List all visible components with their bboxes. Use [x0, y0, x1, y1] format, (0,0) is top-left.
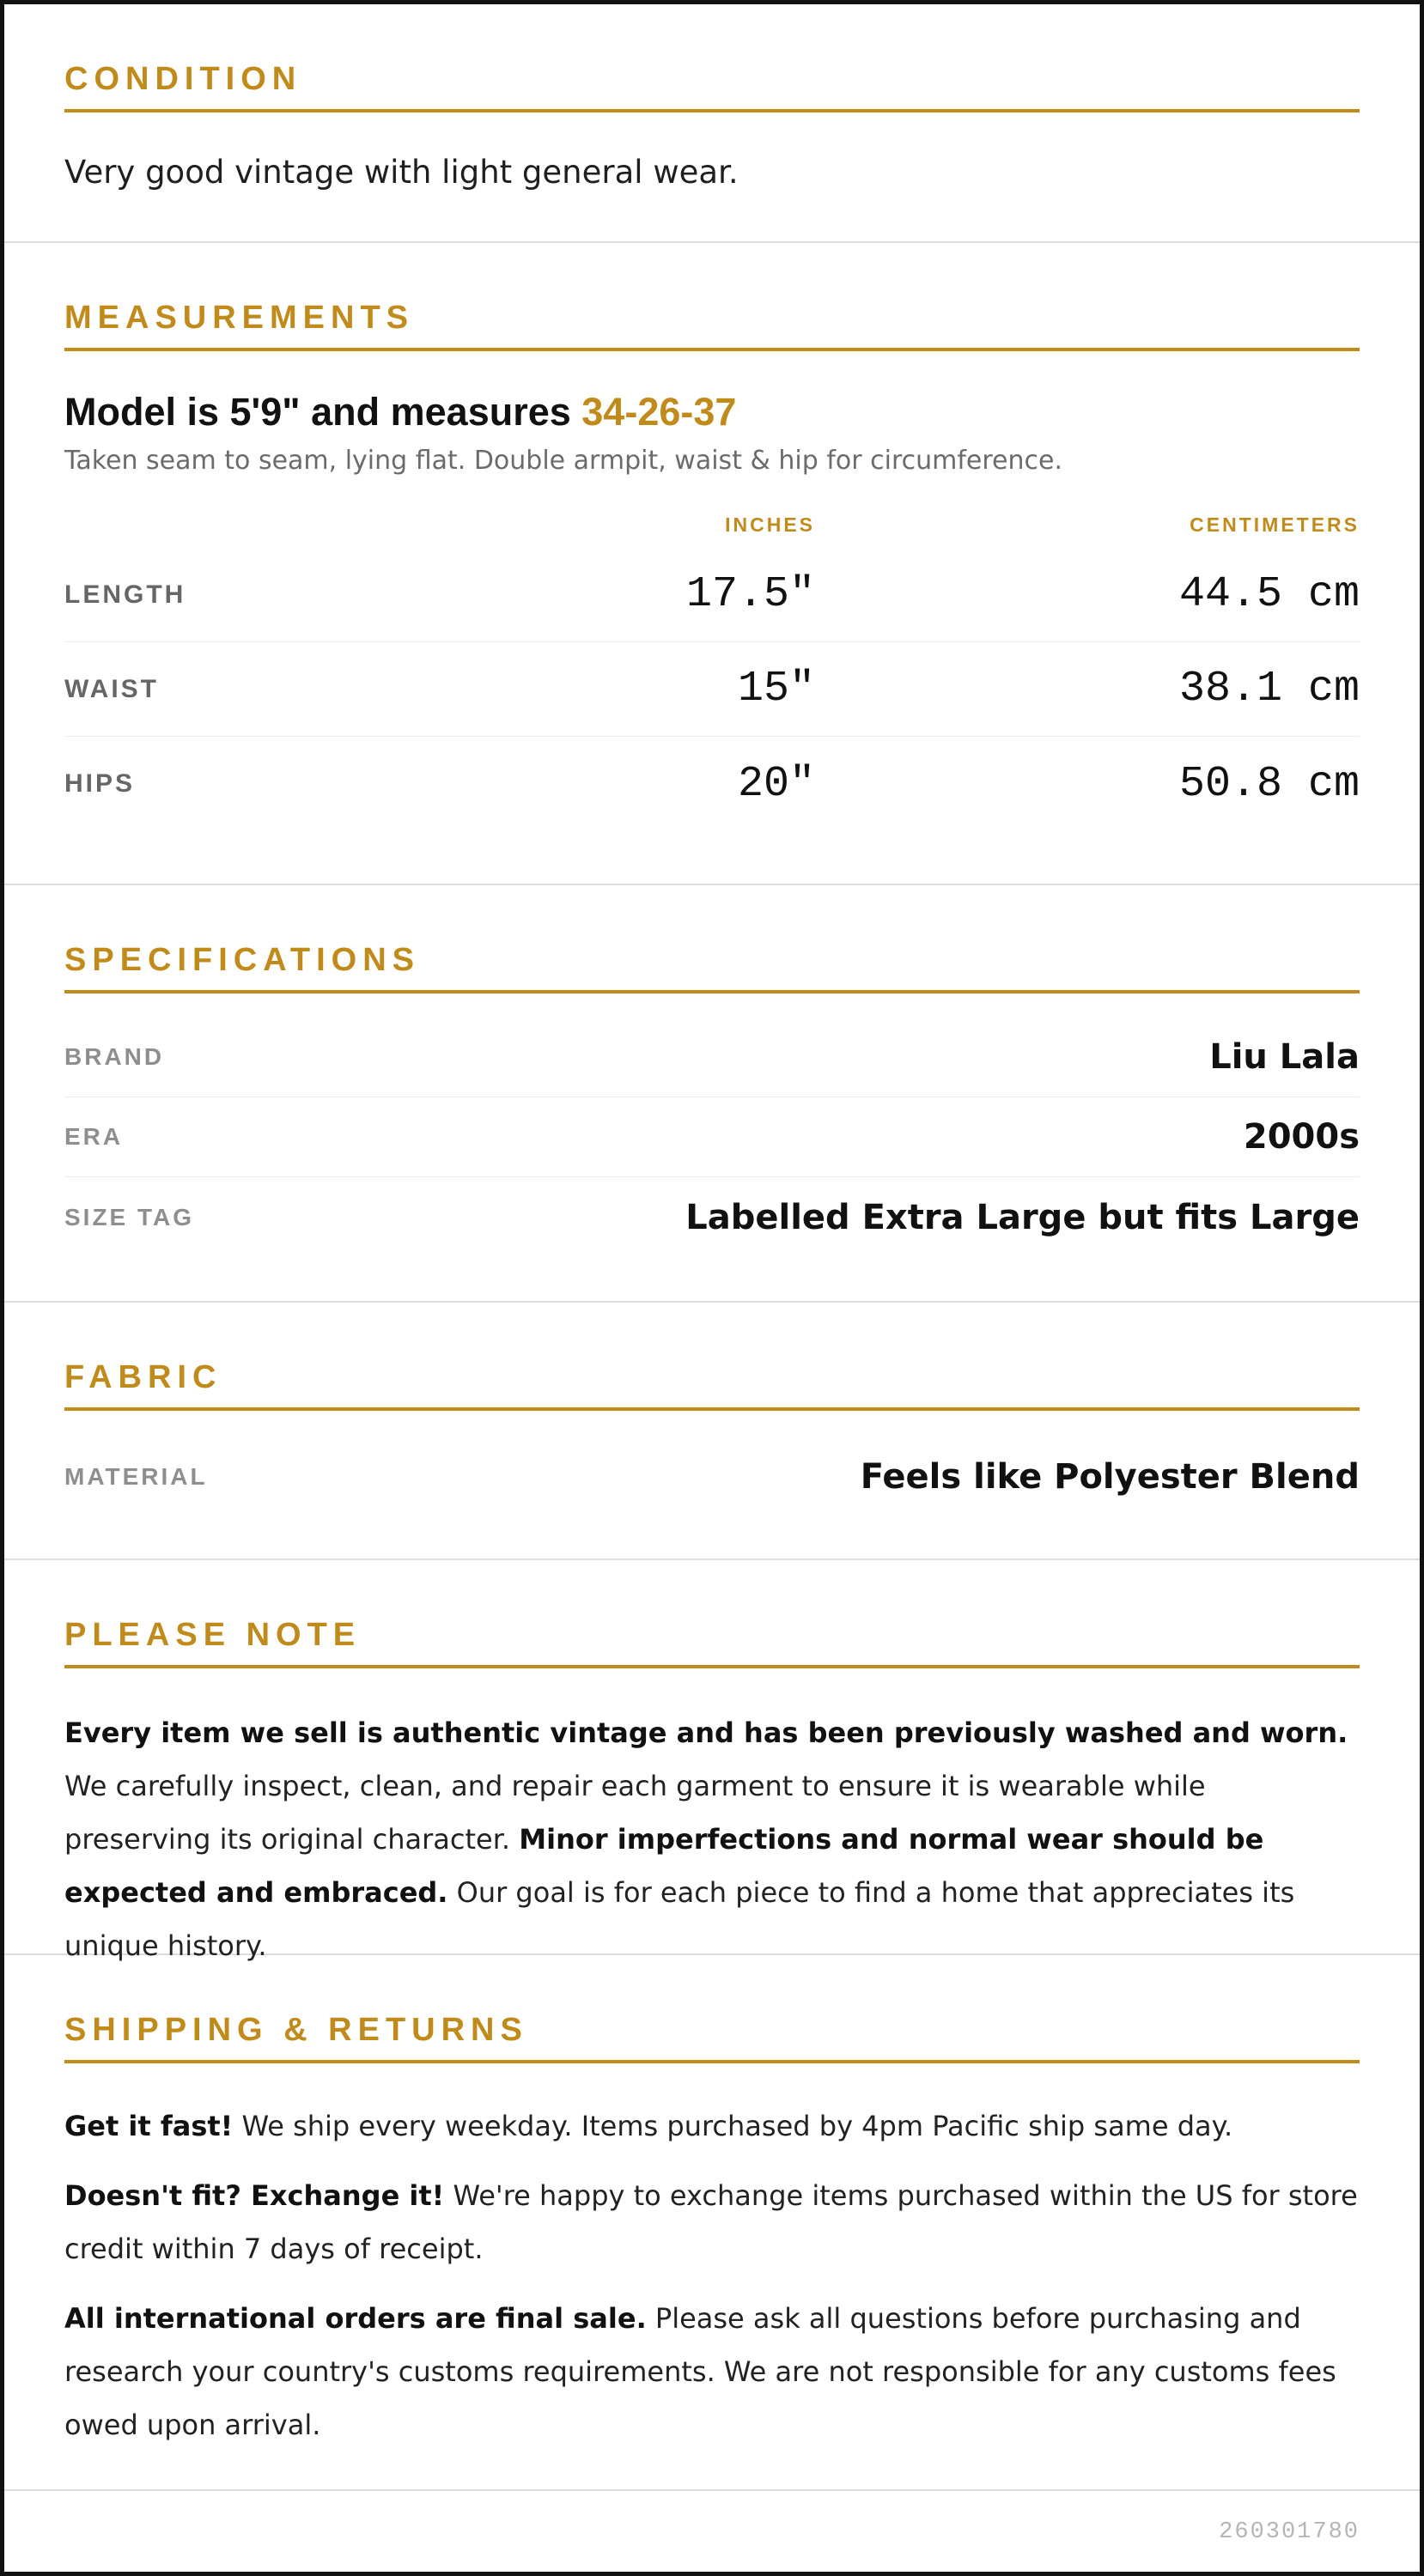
- note-bold-1: Every item we sell is authentic vintage and has been previously washed and worn.: [64, 1716, 1348, 1749]
- measurements-heading: MEASUREMENTS: [64, 298, 1360, 351]
- measurement-label: WAIST: [64, 674, 159, 703]
- spec-value: Feels like Polyester Blend: [860, 1456, 1360, 1497]
- column-header-centimeters: CENTIMETERS: [1190, 513, 1360, 536]
- shipping-bold-3: All international orders are final sale.: [64, 2302, 647, 2335]
- condition-text: Very good vintage with light general wear.: [64, 154, 739, 191]
- please-note-heading: PLEASE NOTE: [64, 1615, 1360, 1668]
- table-row: [64, 737, 1360, 831]
- measurements-section: [4, 243, 1420, 885]
- specifications-heading: SPECIFICATIONS: [64, 940, 1360, 993]
- please-note-section: [4, 1560, 1420, 1962]
- note-text-1: We carefully inspect, clean, and repair each garment to ensure it is wearable while preserving its original character.: [64, 1770, 1206, 1856]
- spec-value: Labelled Extra Large but fits Large: [685, 1197, 1360, 1237]
- measurements-subtitle: Taken seam to seam, lying flat. Double armpit, waist & hip for circumference.: [64, 446, 1063, 476]
- shipping-returns-section: [4, 1955, 1420, 2491]
- list-item: [64, 1097, 1360, 1177]
- list-item: [64, 1018, 1360, 1097]
- shipping-paragraph-3: [64, 2292, 1360, 2451]
- specifications-section: [4, 885, 1420, 1303]
- note-text-2: Our goal is for each piece to find a home that appreciates its unique history.: [64, 1876, 1295, 1962]
- table-row: [64, 548, 1360, 642]
- column-header-inches: INCHES: [725, 513, 815, 536]
- sku-number: 260301780: [1219, 2519, 1360, 2545]
- spec-value: 2000s: [1243, 1117, 1360, 1157]
- shipping-paragraph-1: [64, 2099, 1360, 2153]
- measurement-label: LENGTH: [64, 580, 186, 609]
- measurement-cm: 38.1 cm: [1178, 665, 1360, 714]
- footer: [4, 2491, 1420, 2573]
- model-measurements: [64, 389, 1360, 435]
- shipping-paragraph-2: [64, 2169, 1360, 2275]
- fabric-list: [64, 1437, 1360, 1516]
- model-measures-value: 34-26-37: [581, 390, 737, 434]
- please-note-text: [64, 1706, 1360, 1972]
- specifications-list: [64, 1018, 1360, 1257]
- shipping-text-3: Please ask all questions before purchasing and research your country's customs requirements. We are not responsible for any customs fees owed upon arrival.: [64, 2302, 1336, 2441]
- spec-label: ERA: [64, 1123, 124, 1150]
- measurement-inches: 20": [737, 759, 815, 809]
- table-row: [64, 642, 1360, 737]
- spec-label: SIZE TAG: [64, 1203, 195, 1230]
- model-prefix: Model is 5'9" and measures: [64, 390, 582, 434]
- list-item: [64, 1437, 1360, 1516]
- shipping-returns-heading: SHIPPING & RETURNS: [64, 2010, 1360, 2063]
- condition-section: [4, 4, 1420, 243]
- shipping-text-2: We're happy to exchange items purchased within the US for store credit within 7 days of receipt.: [64, 2179, 1358, 2265]
- condition-heading: CONDITION: [64, 59, 1360, 112]
- shipping-text-1: We ship every weekday. Items purchased by 4pm Pacific ship same day.: [233, 2110, 1233, 2142]
- shipping-bold-2: Doesn't fit? Exchange it!: [64, 2179, 445, 2212]
- measurements-table-header: [64, 513, 1360, 548]
- measurement-label: HIPS: [64, 769, 136, 798]
- measurement-cm: 44.5 cm: [1178, 570, 1360, 619]
- fabric-heading: FABRIC: [64, 1358, 1360, 1411]
- fabric-section: [4, 1303, 1420, 1560]
- note-bold-2: Minor imperfections and normal wear should be expected and embraced.: [64, 1823, 1264, 1909]
- measurement-cm: 50.8 cm: [1178, 759, 1360, 809]
- list-item: [64, 1177, 1360, 1257]
- spec-value: Liu Lala: [1209, 1037, 1360, 1077]
- spec-label: MATERIAL: [64, 1462, 208, 1490]
- measurements-table: [64, 513, 1360, 831]
- measurement-inches: 15": [737, 665, 815, 714]
- header-spacer: [64, 513, 271, 548]
- measurement-inches: 17.5": [685, 570, 815, 619]
- spec-label: BRAND: [64, 1043, 165, 1070]
- shipping-bold-1: Get it fast!: [64, 2110, 234, 2142]
